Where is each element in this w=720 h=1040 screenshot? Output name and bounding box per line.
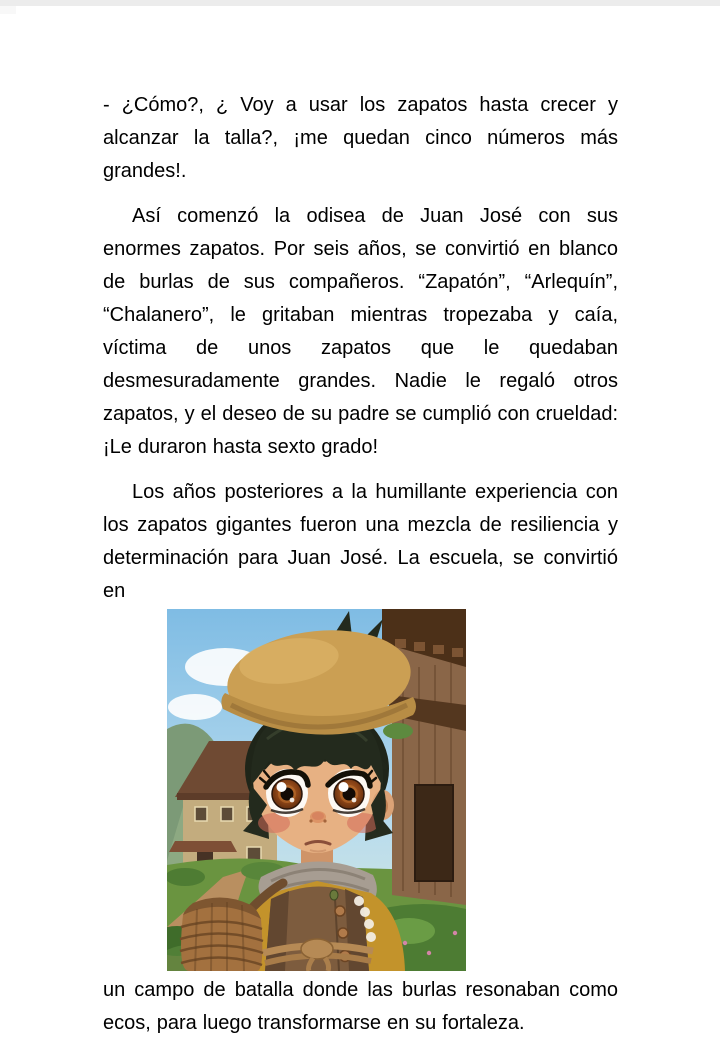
page-corner-artifact: [0, 6, 16, 14]
page-top-separator: [0, 0, 720, 6]
document-page: [103, 89, 618, 1040]
paragraph-battlefield: un campo de batalla donde las burlas resonaban como ecos, para luego transformarse en su fortaleza.: [103, 979, 618, 1034]
paragraph-odyssey: Así comenzó la odisea de Juan José con sus enormes zapatos. Por seis años, se convirtió en blanco de burlas de sus compañeros. “Zapatón”, “Arlequín”, “Chalanero”, le gritaban mientras tropezaba y caía, víctima de unos zapatos que le quedaban desmesuradamente grandes. Nadie le regaló otros zapatos, y el deseo de su padre se cumplió con crueldad: ¡Le duraron hasta sexto grado!: [103, 205, 618, 458]
paragraph-dialogue: - ¿Cómo?, ¿ Voy a usar los zapatos hasta crecer y alcanzar la talla?, ¡me quedan cinco números más grandes!.: [103, 94, 618, 182]
story-illustration: [167, 609, 466, 971]
paragraph-resilience: Los años posteriores a la humillante experiencia con los zapatos gigantes fueron una mezcla de resiliencia y determinación para Juan José. La escuela, se convirtió en: [103, 481, 618, 602]
boy-illustration-graphic: [167, 609, 466, 971]
